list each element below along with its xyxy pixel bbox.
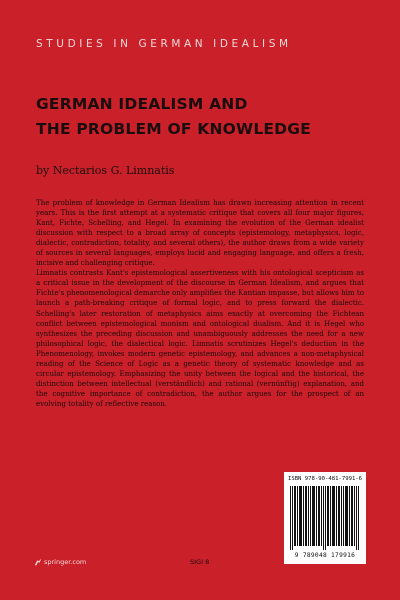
publisher-url[interactable]: springer.com bbox=[44, 558, 87, 566]
book-title bbox=[36, 92, 366, 142]
springer-horse-icon bbox=[34, 558, 42, 566]
series-title: STUDIES IN GERMAN IDEALISM bbox=[36, 38, 292, 50]
book-title-line-2: THE PROBLEM OF KNOWLEDGE bbox=[36, 120, 311, 138]
barcode-panel bbox=[284, 472, 366, 564]
blurb-paragraph-2: Limnatis contrasts Kant's epistemological assertiveness with his ontological scepticism as a critical issue in the development of the discourse in German Idealism, and argues that Fichte's phenomenological demarche only amplifies the Kantian impasse, but allows him to launch a path-breaking critique of formal logic, and to press forward the dialectic. Schelling's later restoration of metaphysics aims exactly at overcoming the Fichtean conflict between epistemological monism and ontological dualism. And it is Hegel who synthesizes the preceding discussion and unambiguously addresses the need for a new philosophical logic, the dialectical logic. Limnatis scrutinizes Hegel's deduction in the Phenomenology, invokes modern genetic epistemology, and advances a non-metaphysical reading of the Science of Logic as a genetic theory of systematic knowledge and as circular epistemology. Emphasizing the unity between the logical and the historical, the distinction between intellectual (verständlich) and rational (vernünftig) explanation, and the cognitive importance of contradiction, the author argues for the prospect of an evolving totality of reflective reason. bbox=[36, 268, 364, 408]
author-line: by Nectarios G. Limnatis bbox=[36, 164, 175, 177]
publisher-logo[interactable] bbox=[34, 558, 86, 566]
barcode-number: 9 789048 179916 bbox=[294, 552, 356, 559]
book-title-line-1: GERMAN IDEALISM AND bbox=[36, 95, 248, 113]
isbn-label: ISBN 978-90-481-7991-6 bbox=[287, 476, 363, 482]
series-code: SIGI 8 bbox=[190, 558, 210, 566]
blurb-paragraph-1: The problem of knowledge in German Idealism has drawn increasing attention in recent years. This is the first attempt at a systematic critique that covers all four major figures, Kant, Fichte, Schelling, and Hegel. In examining the evolution of the German idealist discussion with respect to a broad array of concepts (epistemology, metaphysics, logic, dialectic, contradiction, totality, and several others), the author draws from a wide variety of sources in several languages, employs lucid and engaging language, and offers a fresh, incisive and challenging critique. bbox=[36, 198, 364, 268]
barcode-icon bbox=[290, 486, 360, 550]
blurb bbox=[36, 198, 364, 409]
